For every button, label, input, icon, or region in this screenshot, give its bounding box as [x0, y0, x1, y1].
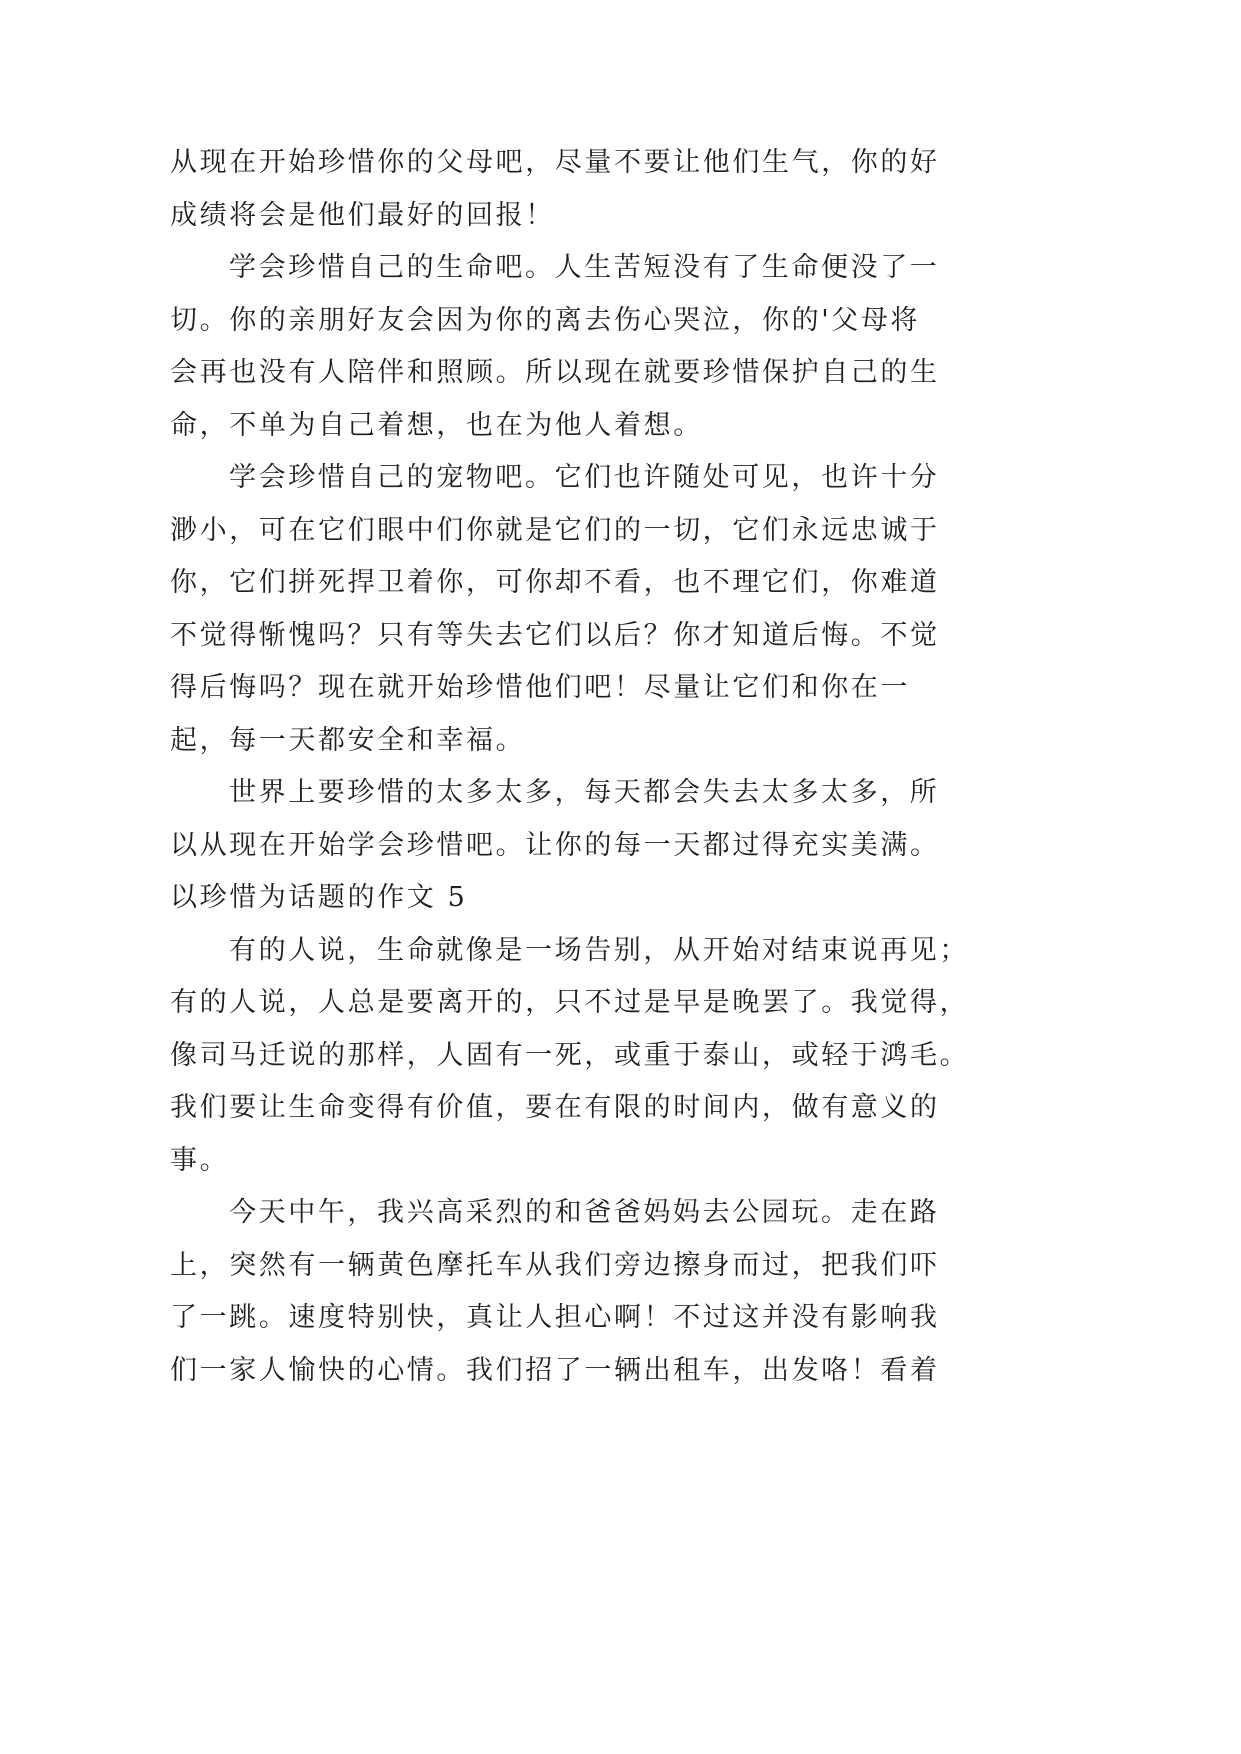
section-heading: 以珍惜为话题的作文 5	[170, 882, 468, 913]
text-line: 世界上要珍惜的太多太多，每天都会失去太多太多，所	[229, 777, 940, 808]
paragraph	[170, 242, 1130, 452]
text-line: 学会珍惜自己的生命吧。人生苦短没有了生命便没了一	[229, 252, 940, 283]
text-line: 成绩将会是他们最好的回报！	[170, 199, 555, 231]
paragraph	[170, 925, 1130, 1188]
text-line: 学会珍惜自己的宠物吧。它们也许随处可见，也许十分	[229, 462, 940, 493]
text-line: 事。	[170, 1144, 230, 1176]
text-line: 以从现在开始学会珍惜吧。让你的每一天都过得充实美满。	[170, 829, 940, 861]
text-line: 起，每一天都安全和幸福。	[170, 724, 526, 756]
paragraph	[170, 452, 1130, 767]
text-line: 上，突然有一辆黄色摩托车从我们旁边擦身而过，把我们吓	[170, 1249, 940, 1281]
text-line: 渺小，可在它们眼中们你就是它们的一切，它们永远忠诚于	[170, 514, 940, 546]
text-line: 命，不单为自己着想，也在为他人着想。	[170, 409, 703, 441]
text-line: 们一家人愉快的心情。我们招了一辆出租车，出发咯！看着	[170, 1354, 940, 1386]
text-line: 得后悔吗？现在就开始珍惜他们吧！尽量让它们和你在一	[170, 672, 910, 703]
text-line: 从现在开始珍惜你的父母吧，尽量不要让他们生气，你的好	[170, 147, 940, 178]
text-line: 今天中午，我兴高采烈的和爸爸妈妈去公园玩。走在路	[229, 1197, 940, 1228]
text-line: 不觉得惭愧吗？只有等失去它们以后？你才知道后悔。不觉	[170, 619, 940, 651]
text-line: 会再也没有人陪伴和照顾。所以现在就要珍惜保护自己的生	[170, 357, 940, 388]
document-body	[170, 137, 1130, 1397]
text-line: 切。你的亲朋好友会因为你的离去伤心哭泣，你的'父母将	[170, 304, 921, 336]
paragraph	[170, 137, 1130, 242]
paragraph	[170, 767, 1130, 872]
text-line: 了一跳。速度特别快，真让人担心啊！不过这并没有影响我	[170, 1302, 940, 1333]
text-line: 有的人说，生命就像是一场告别，从开始对结束说再见；	[229, 934, 969, 966]
paragraph	[170, 1187, 1130, 1397]
text-line: 我们要让生命变得有价值，要在有限的时间内，做有意义的	[170, 1092, 940, 1123]
text-line: 像司马迁说的那样，人固有一死，或重于泰山，或轻于鸿毛。	[170, 1039, 970, 1071]
text-line: 有的人说，人总是要离开的，只不过是早是晚罢了。我觉得，	[170, 987, 970, 1018]
text-line: 你，它们拼死捍卫着你，可你却不看，也不理它们，你难道	[170, 567, 940, 598]
